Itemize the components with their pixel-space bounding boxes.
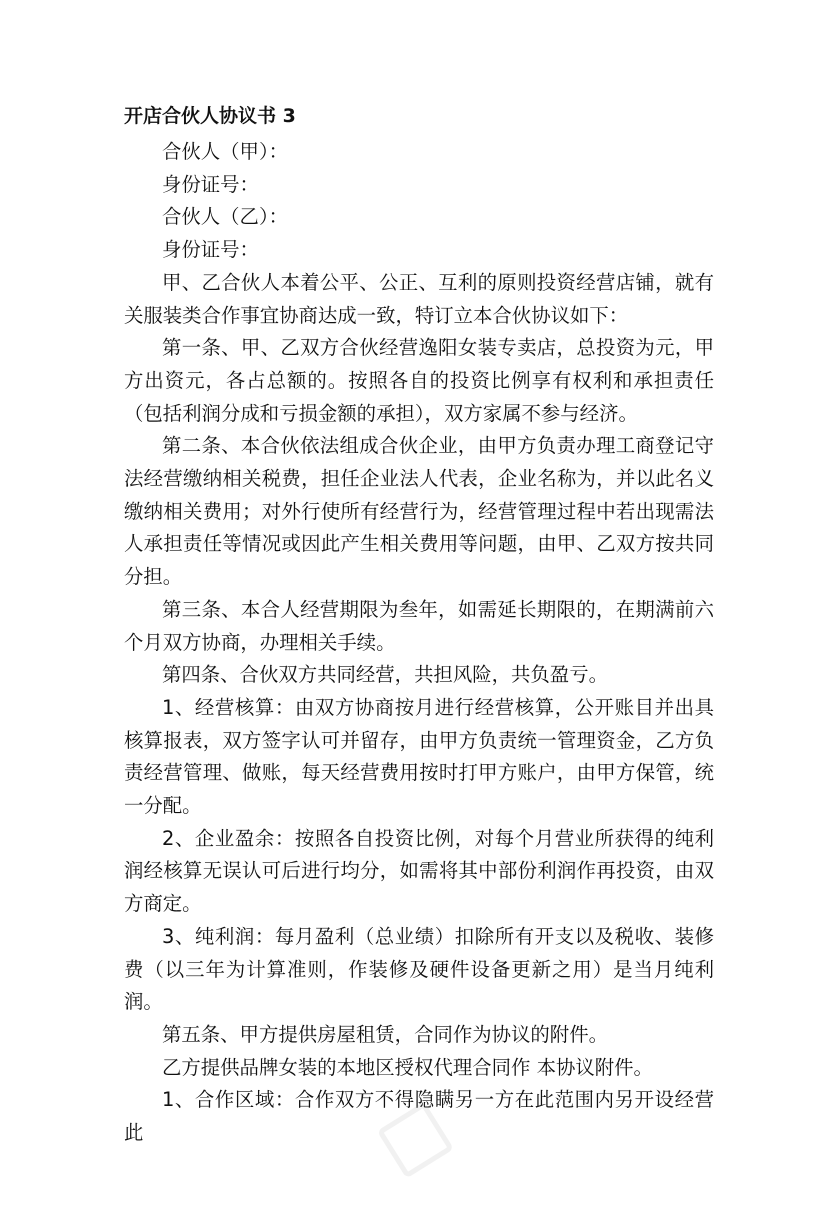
party-b-field: 合伙人（乙）： [162, 205, 289, 229]
party-a-id-field: 身份证号： [162, 172, 259, 196]
watermark-shape [377, 1101, 454, 1178]
clause-net-profit-paragraph: 3、纯利润：每月盈利（总业绩）扣除所有开支以及税收、装修费（以三年为计算准则，作装修及硬件设备更新之用）是当月纯利润。 [124, 924, 714, 1014]
article-3-paragraph: 第三条、本合人经营期限为叁年，如需延长期限的，在期满前六个月双方协商，办理相关手续。 [124, 597, 714, 654]
clause-region-paragraph: 1、合作区域：合作双方不得隐瞒另一方在此范围内另开设经营此 [124, 1088, 714, 1145]
article-4-paragraph: 第四条、合伙双方共同经营，共担风险，共负盈亏。 [162, 663, 608, 687]
party-a-field: 合伙人（甲）： [162, 140, 289, 163]
party-b-brand-paragraph: 乙方提供品牌女装的本地区授权代理合同作 本协议附件。 [162, 1055, 653, 1079]
article-1-paragraph: 第一条、甲、乙双方合伙经营逸阳女装专卖店，总投资为元，甲方出资元，各占总额的。按照各自的投资比例享有权利和承担责任（包括利润分成和亏损金额的承担），双方家属不参与经济。 [124, 336, 714, 425]
party-b-id-field: 身份证号： [162, 238, 259, 262]
preamble-paragraph: 甲、乙合伙人本着公平、公正、互利的原则投资经营店铺，就有关服装类合作事宜协商达成一致，特订立本合伙协议如下： [124, 270, 714, 327]
clause-surplus-paragraph: 2、企业盈余：按照各自投资比例，对每个月营业所获得的纯利润经核算无误认可后进行均分，如需将其中部份利润作再投资，由双方商定。 [124, 826, 714, 916]
document-body [124, 136, 714, 1150]
clause-accounting-paragraph: 1、经营核算：由双方协商按月进行经营核算，公开账目并出具核算报表，双方签字认可并留存，由甲方负责统一管理资金，乙方负责经营管理、做账，每天经营费用按时打甲方账户，由甲方保管，统一分配。 [124, 695, 714, 818]
document-title: 开店合伙人协议书 3 [124, 105, 296, 127]
article-5-paragraph: 第五条、甲方提供房屋租赁，合同作为协议的附件。 [162, 1022, 608, 1046]
article-2-paragraph: 第二条、本合伙依法组成合伙企业，由甲方负责办理工商登记守法经营缴纳相关税费，担任企业法人代表，企业名称为，并以此名义缴纳相关费用；对外行使所有经营行为，经营管理过程中若出现需法人承担责任等情况或因此产生相关费用等问题，由甲、乙双方按共同分担。 [124, 434, 714, 589]
